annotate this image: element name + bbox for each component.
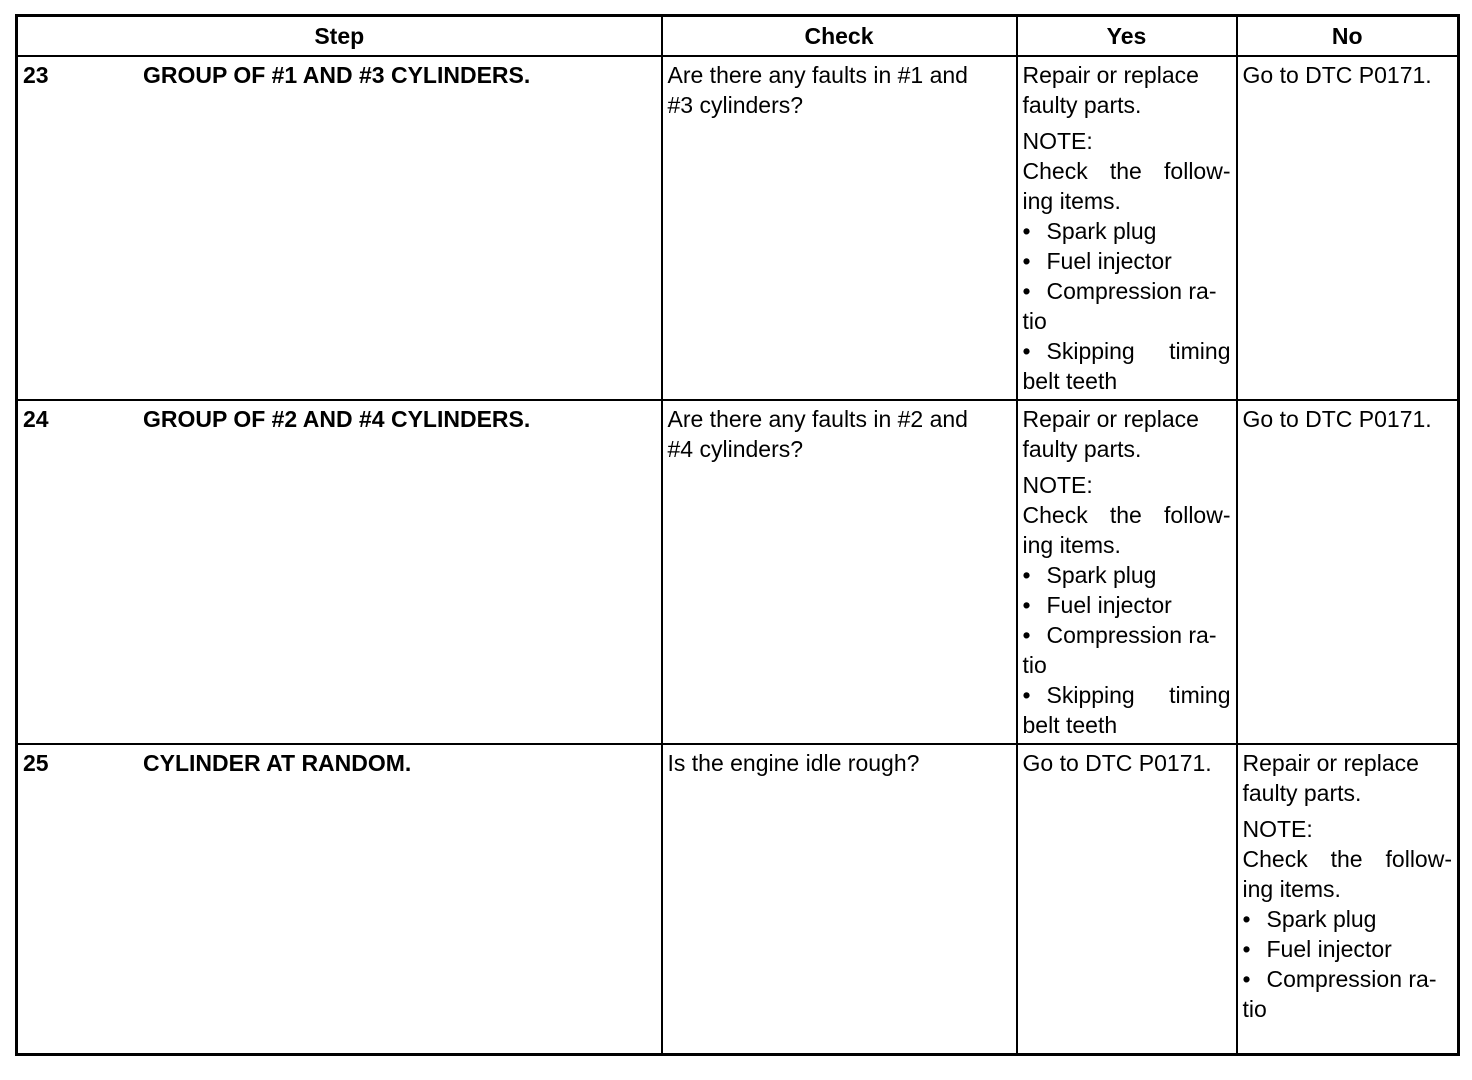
note-line <box>1023 500 1231 530</box>
note-word: Check <box>1022 501 1088 528</box>
header-no: No <box>1237 16 1459 56</box>
list-item <box>1023 680 1231 710</box>
bullet-icon: • <box>1242 965 1251 992</box>
list-item-cont: tio <box>1242 995 1267 1022</box>
step-title: GROUP OF #1 AND #3 CYLINDERS. <box>143 61 531 88</box>
list-item-text: Fuel injector <box>1046 247 1172 274</box>
step-title: GROUP OF #2 AND #4 CYLINDERS. <box>143 405 531 432</box>
list-item-text: Compression ra- <box>1046 621 1217 648</box>
check-cell <box>662 400 1017 744</box>
no-text: Go to DTC P0171. <box>1242 61 1432 88</box>
list-item <box>1023 276 1231 306</box>
list-item-cont: tio <box>1022 651 1047 678</box>
no-text: faulty parts. <box>1242 779 1362 806</box>
no-cell <box>1237 744 1459 1055</box>
list-item-text: Spark plug <box>1046 561 1157 588</box>
list-item-cont: belt teeth <box>1022 367 1118 394</box>
header-row <box>17 16 1459 56</box>
yes-cell <box>1017 56 1237 400</box>
list-item <box>1243 964 1453 994</box>
list-item <box>1243 934 1453 964</box>
list-item-text: Compression ra- <box>1046 277 1217 304</box>
note-line <box>1243 844 1453 874</box>
note-line: ing items. <box>1022 187 1121 214</box>
list-item-text: Skipping timing <box>1046 681 1231 708</box>
yes-text: faulty parts. <box>1022 91 1142 118</box>
no-text: Go to DTC P0171. <box>1242 405 1432 432</box>
step-title: CYLINDER AT RANDOM. <box>143 749 412 776</box>
note-word: Check <box>1242 845 1308 872</box>
note-word: follow- <box>1164 501 1231 528</box>
step-cell <box>17 744 662 1055</box>
note-word: the <box>1330 845 1363 872</box>
no-cell <box>1237 400 1459 744</box>
list-item <box>1023 620 1231 650</box>
list-item <box>1023 590 1231 620</box>
check-text: #4 cylinders? <box>667 435 804 462</box>
step-number: 25 <box>23 749 49 776</box>
note-word: the <box>1109 157 1142 184</box>
check-cell <box>662 744 1017 1055</box>
list-item-text: Fuel injector <box>1266 935 1392 962</box>
list-item <box>1023 336 1231 366</box>
bullet-icon: • <box>1022 337 1031 364</box>
list-item-cont: belt teeth <box>1022 711 1118 738</box>
note-word: follow- <box>1164 157 1231 184</box>
header-check: Check <box>662 16 1017 56</box>
bullet-icon: • <box>1022 621 1031 648</box>
check-text: Are there any faults in #1 and <box>667 61 968 88</box>
step-cell <box>17 56 662 400</box>
note-line <box>1023 156 1231 186</box>
bullet-icon: • <box>1022 561 1031 588</box>
note-label: NOTE: <box>1022 471 1093 498</box>
no-cell <box>1237 56 1459 400</box>
no-text: Repair or replace <box>1242 749 1419 776</box>
step-number: 24 <box>23 405 49 432</box>
list-item-text: Skipping timing <box>1046 337 1231 364</box>
bullet-icon: • <box>1022 591 1031 618</box>
yes-cell <box>1017 400 1237 744</box>
note-word: Check <box>1022 157 1088 184</box>
bullet-icon: • <box>1022 247 1031 274</box>
list-item <box>1023 216 1231 246</box>
step-cell <box>17 400 662 744</box>
yes-text: faulty parts. <box>1022 435 1142 462</box>
yes-text: Repair or replace <box>1022 61 1199 88</box>
header-yes: Yes <box>1017 16 1237 56</box>
note-label: NOTE: <box>1022 127 1093 154</box>
list-item <box>1023 246 1231 276</box>
note-word: the <box>1109 501 1142 528</box>
note-word: follow- <box>1385 845 1452 872</box>
note-line: ing items. <box>1022 531 1121 558</box>
check-text: Are there any faults in #2 and <box>667 405 968 432</box>
list-item-text: Compression ra- <box>1266 965 1437 992</box>
note-line: ing items. <box>1242 875 1341 902</box>
yes-text: Repair or replace <box>1022 405 1199 432</box>
bullet-icon: • <box>1242 905 1251 932</box>
bullet-icon: • <box>1242 935 1251 962</box>
bullet-icon: • <box>1022 277 1031 304</box>
yes-cell <box>1017 744 1237 1055</box>
check-cell <box>662 56 1017 400</box>
bullet-icon: • <box>1022 681 1031 708</box>
list-item <box>1243 904 1453 934</box>
note-label: NOTE: <box>1242 815 1313 842</box>
diagnostic-table <box>15 14 1460 1056</box>
check-text: #3 cylinders? <box>667 91 804 118</box>
table-row <box>17 400 1459 744</box>
yes-text: Go to DTC P0171. <box>1022 749 1212 776</box>
list-item-text: Spark plug <box>1266 905 1377 932</box>
list-item-text: Fuel injector <box>1046 591 1172 618</box>
check-text: Is the engine idle rough? <box>667 749 920 776</box>
table-row <box>17 744 1459 1055</box>
table-row <box>17 56 1459 400</box>
header-step: Step <box>17 16 662 56</box>
list-item <box>1023 560 1231 590</box>
step-number: 23 <box>23 61 49 88</box>
bullet-icon: • <box>1022 217 1031 244</box>
list-item-text: Spark plug <box>1046 217 1157 244</box>
list-item-cont: tio <box>1022 307 1047 334</box>
